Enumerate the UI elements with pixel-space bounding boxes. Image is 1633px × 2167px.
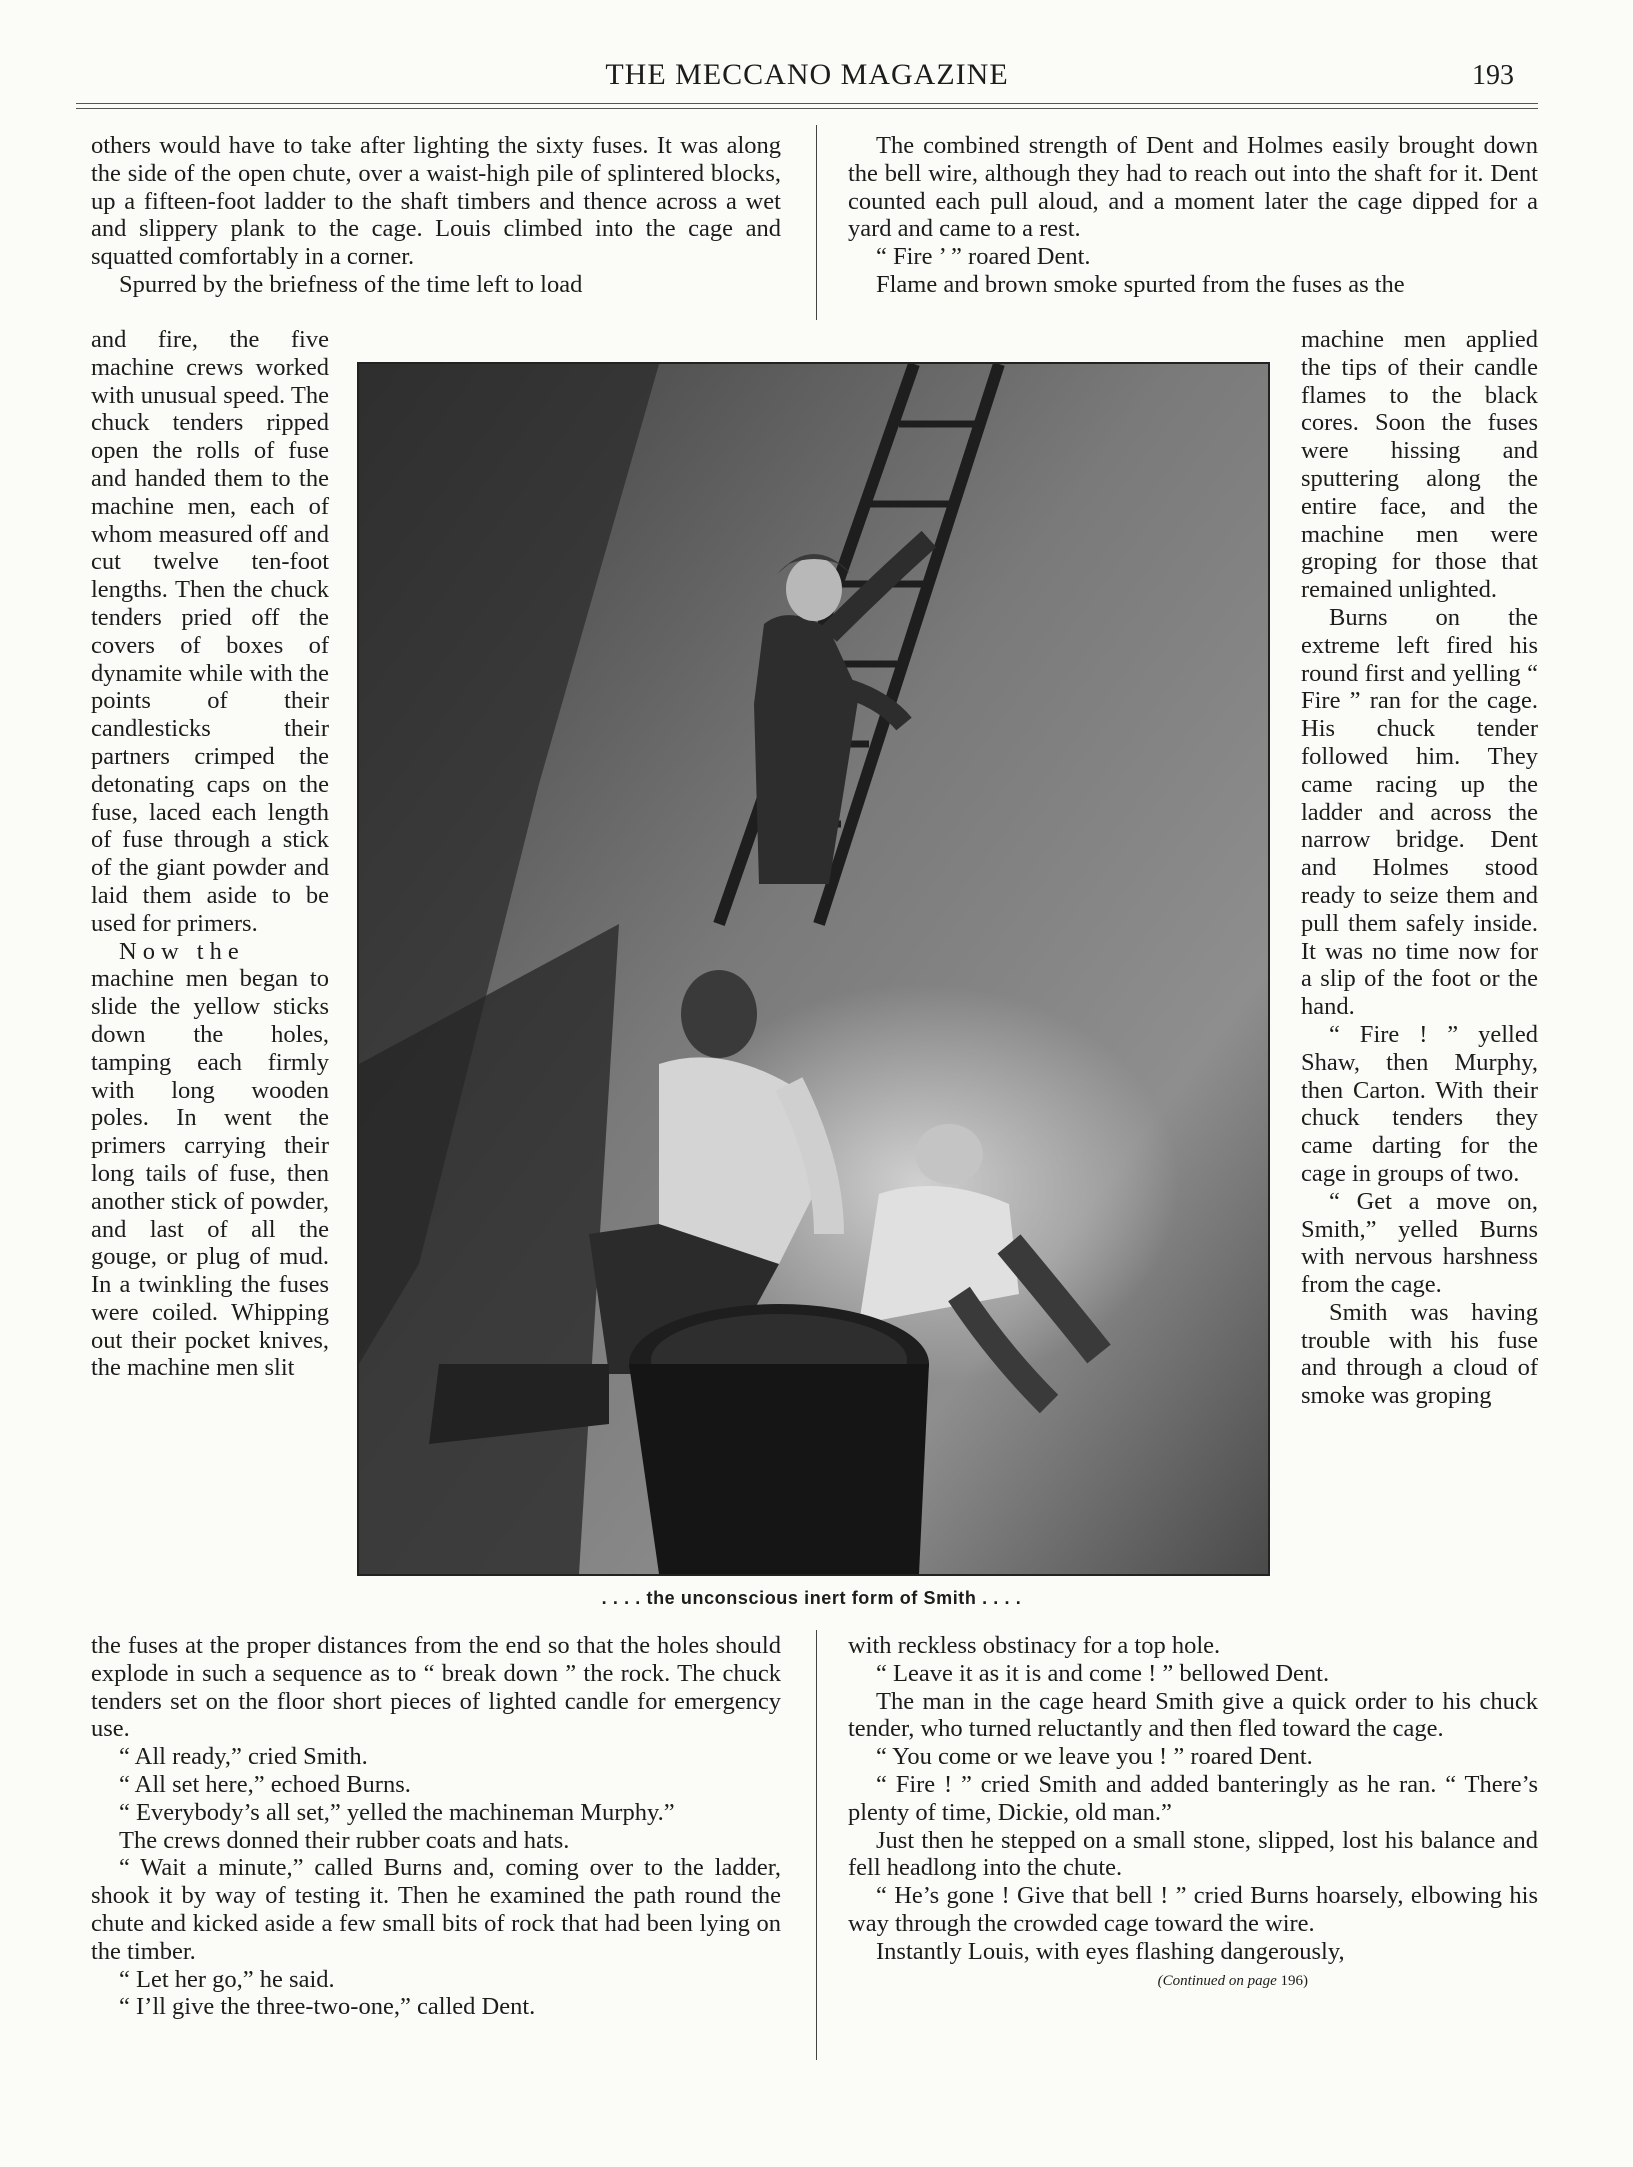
paragraph: Instantly Louis, with eyes flashing dangerously, xyxy=(876,1937,1345,1965)
paragraph: “ You come or we leave you ! ” roared Dent. xyxy=(876,1743,1313,1771)
paragraph: “ All set here,” echoed Burns. xyxy=(119,1770,411,1798)
paragraph: machine men began to slide the yellow sticks down the holes, tamping each firmly with long wooden poles. In went the primers carrying their long tails of fuse, then another stick of powder, and last of all the gouge, or plug of mud. In a twinkling the fuses were coiled. Whipping out their pocket knives, the machine men slit xyxy=(91,965,329,1382)
continued-note xyxy=(848,1968,1538,1996)
paragraph: “ Everybody’s all set,” yelled the machineman Murphy.” xyxy=(119,1798,675,1826)
paragraph: “ Wait a minute,” called Burns and, coming over to the ladder, shook it by way of testing it. Then he examined the path round the chute and kicked aside a few small bits of rock that had been lying on the timber. xyxy=(91,1854,781,1965)
illustration xyxy=(357,362,1270,1576)
paragraph: “ All ready,” cried Smith. xyxy=(119,1743,368,1771)
left-column-narrow-text xyxy=(91,326,329,1382)
paragraph: “ Fire ! ” yelled Shaw, then Murphy, then Carton. With their chuck tenders they came darting for the cage in groups of two. xyxy=(1301,1020,1538,1187)
paragraph: “ I’ll give the three-two-one,” called Dent. xyxy=(119,1993,536,2021)
right-column-top-text xyxy=(848,132,1538,299)
paragraph: Flame and brown smoke spurted from the fuses as the xyxy=(876,270,1405,298)
paragraph: and fire, the five machine crews worked with unusual speed. The chuck tenders ripped open the rolls of fuse and handed them to the machine men, each of whom measured off and cut twelve ten-foot lengths. Then the chuck tenders pried off the covers of boxes of dynamite while with the points of their candlesticks their partners crimped the detonating caps on the fuse, laced each length of fuse through a stick of the giant powder and laid them aside to be used for primers. xyxy=(91,326,329,937)
paragraph: others would have to take after lighting the sixty fuses. It was along the side of the open chute, over a waist-high pile of splintered blocks, up a fifteen-foot ladder to the shaft timbers and thence across a wet and slippery plank to the cage. Louis climbed into the cage and squatted comfortably in a corner. xyxy=(91,132,781,271)
paragraph: Smith was having trouble with his fuse and through a cloud of smoke was groping xyxy=(1301,1298,1538,1410)
right-column-narrow-text xyxy=(1301,326,1538,1410)
paragraph: “ Get a move on, Smith,” yelled Burns with nervous harshness from the cage. xyxy=(1301,1187,1538,1299)
column-divider-top xyxy=(816,125,817,320)
header-rule-double xyxy=(76,108,1538,109)
column-divider-bottom xyxy=(816,1630,817,2060)
illustration-caption: . . . . the unconscious inert form of Smith . . . . xyxy=(601,1588,1022,1608)
continued-note-text: (Continued on page xyxy=(1157,1972,1277,1989)
paragraph: the fuses at the proper distances from the end so that the holes should explode in such a sequence as to “ break down ” the rock. The chuck tenders set on the floor short pieces of lighted candle for emergency use. xyxy=(91,1632,781,1743)
paragraph: “ Let her go,” he said. xyxy=(119,1965,335,1993)
paragraph: Spurred by the briefness of the time left to load xyxy=(119,270,583,298)
illustration-drawing xyxy=(359,364,1268,1574)
paragraph: “ Fire ! ” cried Smith and added banteringly as he ran. “ There’s plenty of time, Dickie, old man.” xyxy=(848,1770,1538,1826)
page-number: 193 xyxy=(1472,60,1514,91)
paragraph: machine men applied the tips of their candle flames to the black cores. Soon the fuses were hissing and sputtering along the entire face, and the machine men were groping for those that remained unlighted. xyxy=(1301,326,1538,604)
header-rule xyxy=(76,103,1538,104)
paragraph: The combined strength of Dent and Holmes easily brought down the bell wire, although they had to reach out into the shaft for it. Dent counted each pull aloud, and a moment later the cage dipped for a yard and came to a rest. xyxy=(848,132,1538,243)
paragraph: with reckless obstinacy for a top hole. xyxy=(848,1632,1221,1659)
continued-page-number: 196) xyxy=(1280,1972,1308,1989)
paragraph: The crews donned their rubber coats and hats. xyxy=(119,1826,570,1854)
left-column-bottom-text xyxy=(91,1632,781,2021)
paragraph: “ Fire ’ ” roared Dent. xyxy=(876,243,1091,271)
paragraph: “ Leave it as it is and come ! ” bellowed Dent. xyxy=(876,1659,1330,1687)
ore-bucket xyxy=(629,1304,929,1574)
running-header xyxy=(76,58,1538,98)
right-column-bottom-text xyxy=(848,1632,1538,1995)
paragraph: The man in the cage heard Smith give a quick order to his chuck tender, who turned reluctantly and then fled toward the cage. xyxy=(848,1687,1538,1743)
magazine-title: THE MECCANO MAGAZINE xyxy=(605,58,1009,91)
paragraph: Just then he stepped on a small stone, slipped, lost his balance and fell headlong into the chute. xyxy=(848,1826,1538,1882)
paragraph: “ He’s gone ! Give that bell ! ” cried Burns hoarsely, elbowing his way through the crowded cage toward the wire. xyxy=(848,1882,1538,1937)
paragraph: Now the xyxy=(119,937,245,965)
left-column-top-text xyxy=(91,132,781,299)
paragraph: Burns on the extreme left fired his round first and yelling “ Fire ” ran for the cage. His chuck tender followed him. They came racing up the ladder and across the narrow bridge. Dent and Holmes stood ready to seize them and pull them safely inside. It was no time now for a slip of the foot or the hand. xyxy=(1301,603,1538,1021)
